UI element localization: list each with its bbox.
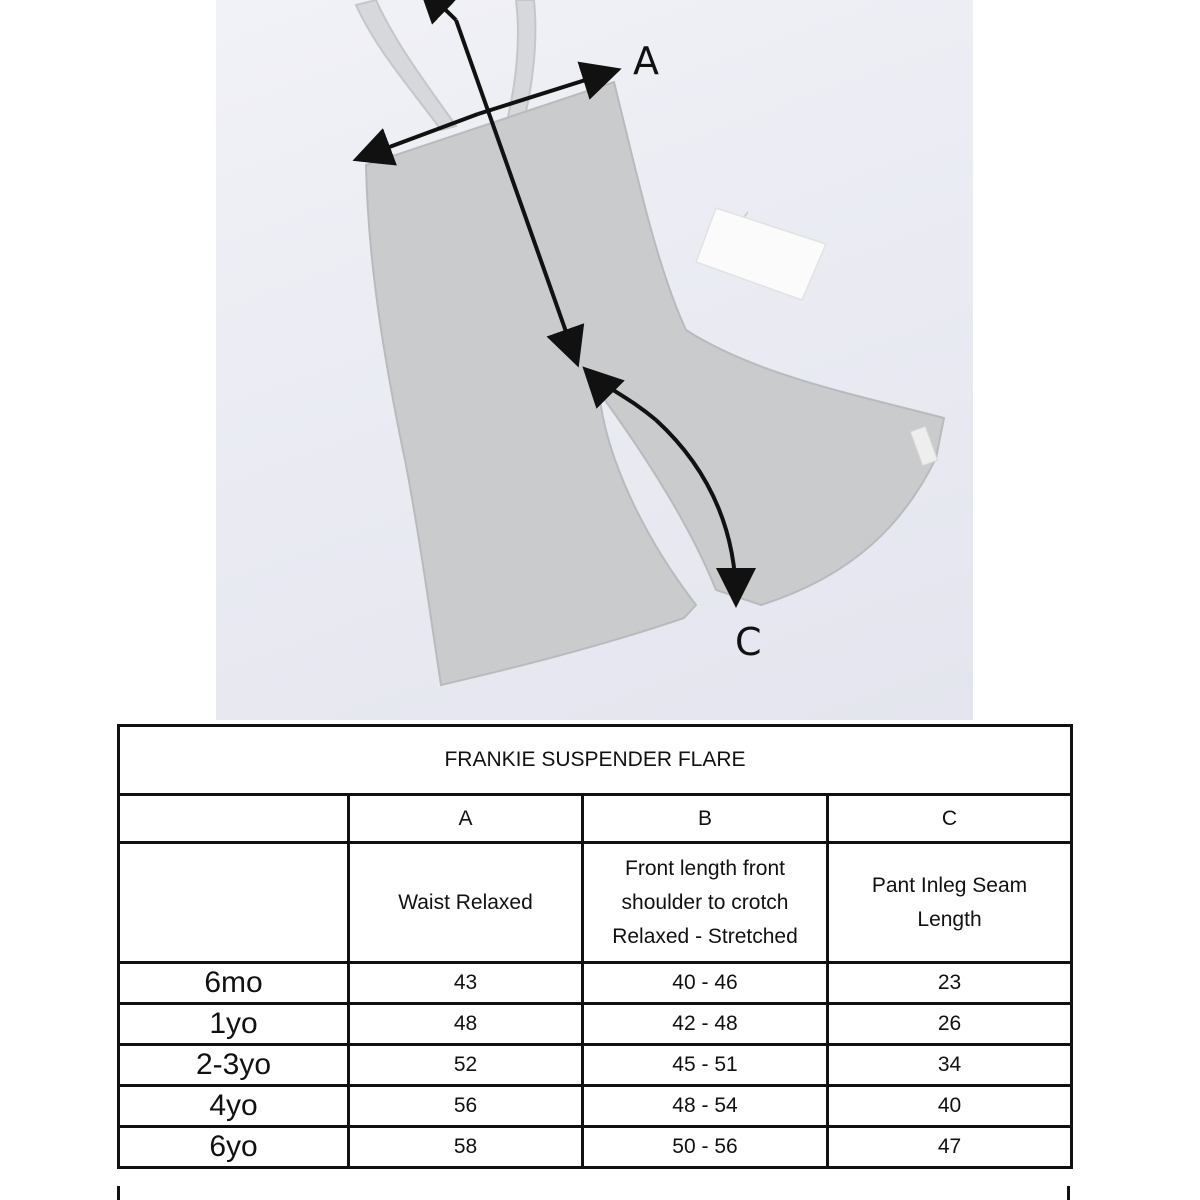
suspender-strap (356, 0, 456, 130)
measure-label-c: C (735, 620, 762, 664)
table-title: FRANKIE SUSPENDER FLARE (119, 726, 1072, 795)
size-label: 4yo (119, 1086, 349, 1127)
table-row (119, 963, 1072, 1004)
table-row (119, 1127, 1072, 1168)
product-photo (216, 0, 973, 720)
empty-header-cell (119, 795, 349, 843)
value-b: 48 - 54 (583, 1086, 828, 1127)
table-row (119, 1086, 1072, 1127)
column-description-c: Pant Inleg Seam Length (828, 843, 1072, 963)
table-row (119, 1045, 1072, 1086)
value-b: 40 - 46 (583, 963, 828, 1004)
value-a: 52 (349, 1045, 583, 1086)
column-letter-a: A (349, 795, 583, 843)
empty-header-cell (119, 843, 349, 963)
value-c: 40 (828, 1086, 1072, 1127)
column-description-a: Waist Relaxed (349, 843, 583, 963)
size-label: 6mo (119, 963, 349, 1004)
value-a: 43 (349, 963, 583, 1004)
value-c: 47 (828, 1127, 1072, 1168)
table-title-row (119, 726, 1072, 795)
value-c: 26 (828, 1004, 1072, 1045)
size-chart-table (117, 724, 1073, 1169)
value-b: 45 - 51 (583, 1045, 828, 1086)
column-letter-b: B (583, 795, 828, 843)
measurement-illustration (216, 0, 973, 720)
value-a: 58 (349, 1127, 583, 1168)
value-a: 48 (349, 1004, 583, 1045)
measure-letter-row (119, 795, 1072, 843)
table-continuation (117, 1186, 1070, 1200)
size-label: 6yo (119, 1127, 349, 1168)
hang-tag (696, 208, 826, 300)
value-a: 56 (349, 1086, 583, 1127)
size-label: 2-3yo (119, 1045, 349, 1086)
value-c: 34 (828, 1045, 1072, 1086)
value-b: 42 - 48 (583, 1004, 828, 1045)
table-row (119, 1004, 1072, 1045)
size-label: 1yo (119, 1004, 349, 1045)
flare-pants (366, 82, 944, 685)
column-description-b: Front length front shoulder to crotch Relaxed - Stretched (583, 843, 828, 963)
column-letter-c: C (828, 795, 1072, 843)
value-c: 23 (828, 963, 1072, 1004)
value-b: 50 - 56 (583, 1127, 828, 1168)
measure-description-row (119, 843, 1072, 963)
suspender-strap (506, 0, 535, 127)
measure-arrow-b (423, 0, 456, 20)
measure-label-a: A (633, 39, 659, 83)
